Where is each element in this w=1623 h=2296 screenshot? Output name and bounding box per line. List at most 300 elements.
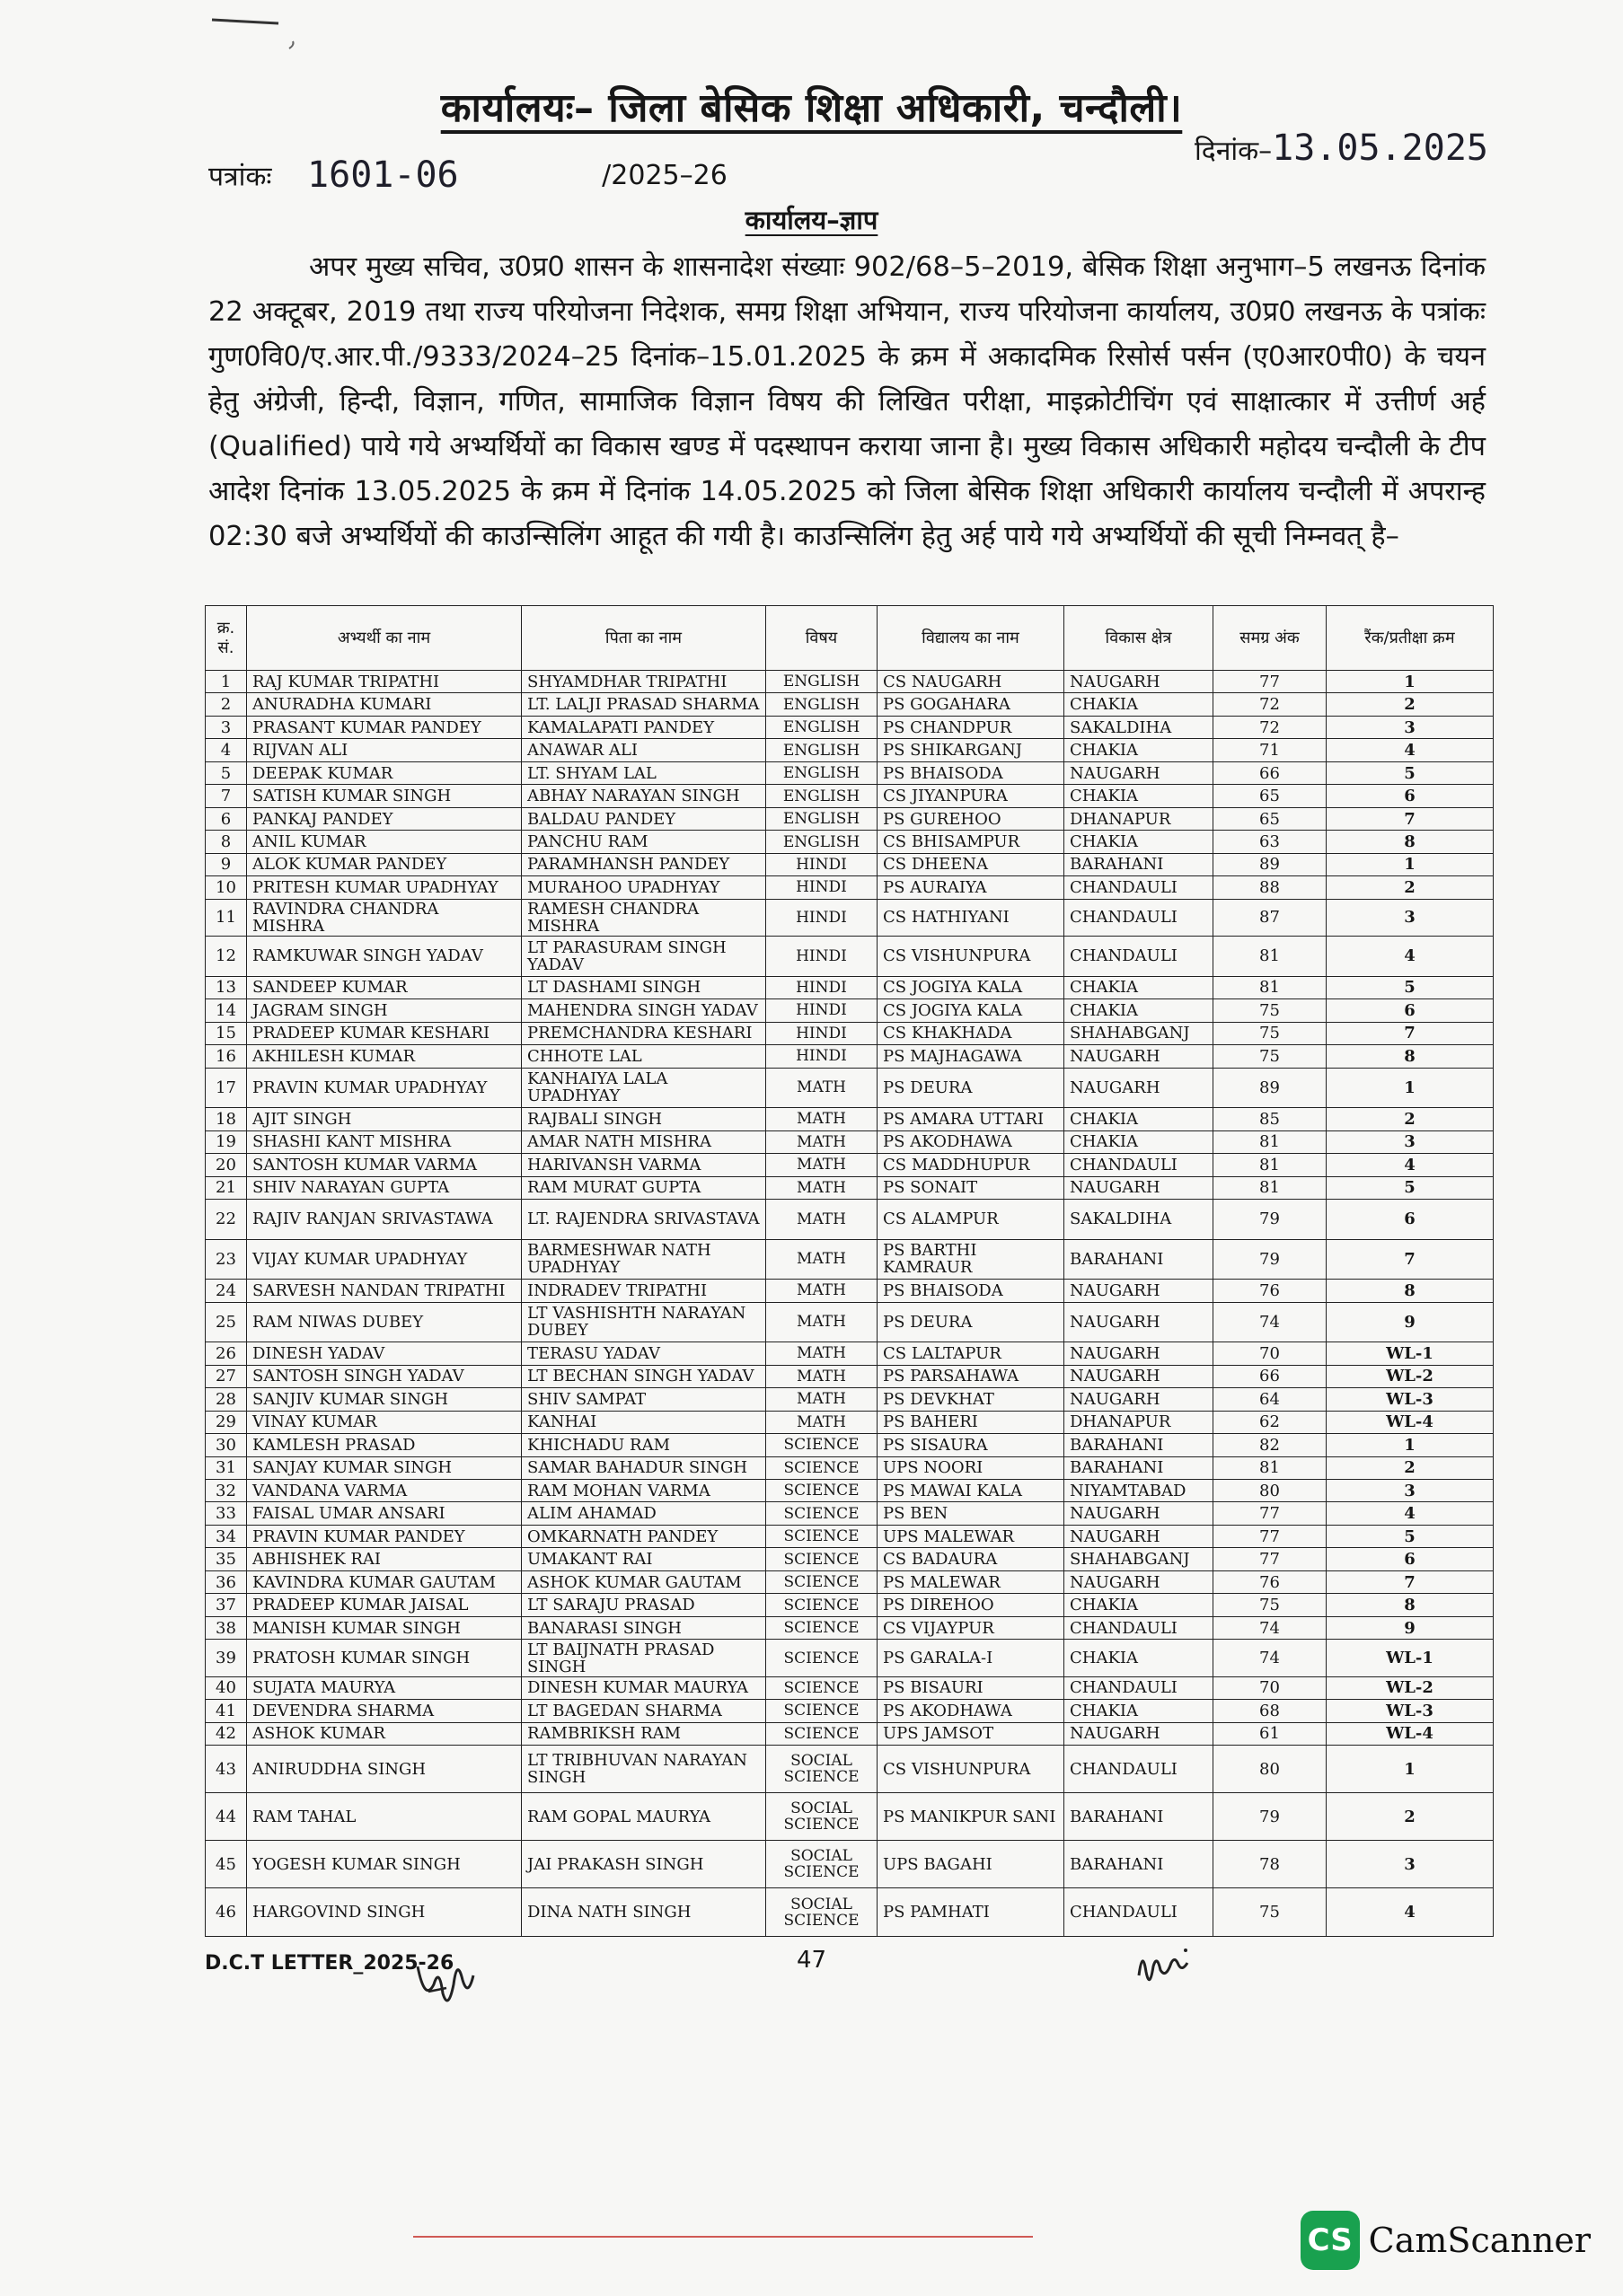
cell-father-name: RAM MOHAN VARMA	[522, 1480, 766, 1502]
cell-subject: SCIENCE	[766, 1548, 878, 1570]
cell-candidate-name: PRAVIN KUMAR UPADHYAY	[247, 1068, 522, 1108]
cell-candidate-name: RAVINDRA CHANDRA MISHRA	[247, 899, 522, 936]
table-row	[206, 999, 1494, 1022]
cell-school-name: PS MALEWAR	[878, 1570, 1064, 1593]
table-row	[206, 807, 1494, 830]
cell-rank: 8	[1327, 831, 1494, 853]
cell-father-name: RAMESH CHANDRA MISHRA	[522, 899, 766, 936]
cell-development-block: SHAHABGANJ	[1064, 1022, 1213, 1044]
cell-subject: SCIENCE	[766, 1502, 878, 1525]
table-row	[206, 671, 1494, 693]
cell-total-marks: 65	[1213, 785, 1327, 807]
page-number: 47	[796, 1947, 827, 1974]
cell-school-name: PS AURAIYA	[878, 876, 1064, 899]
cell-development-block: BARAHANI	[1064, 1434, 1213, 1456]
cell-total-marks: 79	[1213, 1200, 1327, 1240]
cell-candidate-name: AKHILESH KUMAR	[247, 1045, 522, 1068]
cell-rank: 3	[1327, 1841, 1494, 1888]
cell-school-name: PS SHIKARGANJ	[878, 739, 1064, 761]
table-row	[206, 1200, 1494, 1240]
cell-school-name: CS JIYANPURA	[878, 785, 1064, 807]
cell-father-name: LT BAGEDAN SHARMA	[522, 1700, 766, 1722]
header-total-marks: समग्र अंक	[1213, 606, 1327, 671]
cell-rank: 8	[1327, 1594, 1494, 1616]
cell-father-name: LT PARASURAM SINGH YADAV	[522, 937, 766, 977]
cell-school-name: CS ALAMPUR	[878, 1200, 1064, 1240]
table-row	[206, 1676, 1494, 1699]
cell-total-marks: 64	[1213, 1388, 1327, 1411]
cell-rank: 1	[1327, 1746, 1494, 1793]
header-father-name: पिता का नाम	[522, 606, 766, 671]
cell-father-name: BARMESHWAR NATH UPADHYAY	[522, 1239, 766, 1280]
cell-serial: 46	[206, 1888, 247, 1937]
cell-subject: MATH	[766, 1130, 878, 1153]
cell-development-block: NAUGARH	[1064, 1176, 1213, 1199]
cell-development-block: CHANDAULI	[1064, 876, 1213, 899]
table-header-row	[206, 606, 1494, 671]
cell-rank: 4	[1327, 1502, 1494, 1525]
cell-serial: 38	[206, 1616, 247, 1639]
cell-father-name: KAMALAPATI PANDEY	[522, 716, 766, 738]
cell-development-block: NAUGARH	[1064, 1722, 1213, 1745]
cell-total-marks: 87	[1213, 899, 1327, 936]
cell-rank: 1	[1327, 853, 1494, 875]
cell-total-marks: 75	[1213, 1022, 1327, 1044]
cell-rank: 2	[1327, 1456, 1494, 1479]
cell-father-name: TERASU YADAV	[522, 1342, 766, 1365]
table-row	[206, 1616, 1494, 1639]
cell-candidate-name: SANJAY KUMAR SINGH	[247, 1456, 522, 1479]
cell-development-block: NAUGARH	[1064, 1570, 1213, 1593]
cell-development-block: NAUGARH	[1064, 1302, 1213, 1342]
cell-father-name: BANARASI SINGH	[522, 1616, 766, 1639]
cell-school-name: PS BHAISODA	[878, 761, 1064, 784]
cell-father-name: MURAHOO UPADHYAY	[522, 876, 766, 899]
cell-school-name: CS NAUGARH	[878, 671, 1064, 693]
table-row	[206, 1570, 1494, 1593]
table-row	[206, 1176, 1494, 1199]
cell-development-block: CHANDAULI	[1064, 899, 1213, 936]
cell-school-name: PS GUREHOO	[878, 807, 1064, 830]
cell-candidate-name: DEVENDRA SHARMA	[247, 1700, 522, 1722]
cell-serial: 7	[206, 785, 247, 807]
cell-serial: 22	[206, 1200, 247, 1240]
cell-school-name: CS JOGIYA KALA	[878, 976, 1064, 998]
cell-total-marks: 62	[1213, 1411, 1327, 1433]
cell-total-marks: 78	[1213, 1841, 1327, 1888]
cell-subject: SOCIAL SCIENCE	[766, 1746, 878, 1793]
cell-development-block: BARAHANI	[1064, 1793, 1213, 1841]
cell-candidate-name: ANIL KUMAR	[247, 831, 522, 853]
cell-total-marks: 63	[1213, 831, 1327, 853]
table-row	[206, 1365, 1494, 1387]
cell-serial: 43	[206, 1746, 247, 1793]
cell-father-name: LT DASHAMI SINGH	[522, 976, 766, 998]
cell-development-block: DHANAPUR	[1064, 1411, 1213, 1433]
cell-rank: 3	[1327, 1130, 1494, 1153]
date-label: दिनांक–	[1195, 136, 1273, 167]
cell-school-name: PS BARTHI KAMRAUR	[878, 1239, 1064, 1280]
cell-candidate-name: KAVINDRA KUMAR GAUTAM	[247, 1570, 522, 1593]
cell-school-name: UPS NOORI	[878, 1456, 1064, 1479]
cell-subject: MATH	[766, 1200, 878, 1240]
header-school-name: विद्यालय का नाम	[878, 606, 1064, 671]
cell-father-name: LT BECHAN SINGH YADAV	[522, 1365, 766, 1387]
cell-candidate-name: PANKAJ PANDEY	[247, 807, 522, 830]
cell-serial: 25	[206, 1302, 247, 1342]
cell-rank: 1	[1327, 1434, 1494, 1456]
cell-school-name: UPS MALEWAR	[878, 1525, 1064, 1547]
cell-candidate-name: SUJATA MAURYA	[247, 1676, 522, 1699]
table-row	[206, 1594, 1494, 1616]
cell-development-block: CHAKIA	[1064, 1640, 1213, 1676]
cell-candidate-name: VINAY KUMAR	[247, 1411, 522, 1433]
cell-development-block: CHAKIA	[1064, 785, 1213, 807]
table-row	[206, 1722, 1494, 1745]
cell-candidate-name: ANURADHA KUMARI	[247, 693, 522, 716]
table-row	[206, 716, 1494, 738]
cell-subject: ENGLISH	[766, 693, 878, 716]
cell-subject: MATH	[766, 1239, 878, 1280]
cell-serial: 3	[206, 716, 247, 738]
cell-development-block: CHAKIA	[1064, 1594, 1213, 1616]
cell-rank: 6	[1327, 785, 1494, 807]
cell-total-marks: 77	[1213, 1525, 1327, 1547]
cell-total-marks: 72	[1213, 716, 1327, 738]
cell-development-block: CHAKIA	[1064, 739, 1213, 761]
letter-number-suffix: /2025–26	[602, 159, 728, 191]
cell-father-name: KHICHADU RAM	[522, 1434, 766, 1456]
cell-serial: 13	[206, 976, 247, 998]
table-row	[206, 761, 1494, 784]
table-row	[206, 1456, 1494, 1479]
cell-rank: 7	[1327, 1239, 1494, 1280]
body-paragraph: अपर मुख्य सचिव, उ0प्र0 शासन के शासनादेश संख्याः 902/68–5–2019, बेसिक शिक्षा अनुभाग–5 लखनऊ दिनांक 22 अक्टूबर, 2019 तथा राज्य परियोजना निदेशक, समग्र शिक्षा अभियान, राज्य परियोजना कार्यालय, उ0प्र0 लखनऊ के पत्रांकः गुण0वि0/ए.आर.पी./9333/2024–25 दिनांक–15.01.2025 के क्रम में अकादमिक रिसोर्स पर्सन (ए0आर0पी0) के चयन हेतु अंग्रेजी, हिन्दी, विज्ञान, गणित, सामाजिक विज्ञान विषय की लिखित परीक्षा, माइक्रोटीचिंग एवं साक्षात्कार में उत्तीर्ण अर्ह (Qualified) पाये गये अभ्यर्थियों का विकास खण्ड में पदस्थापन कराया जाना है। मुख्य विकास अधिकारी महोदय चन्दौली के टीप आदेश दिनांक 13.05.2025 के क्रम में दिनांक 14.05.2025 को जिला बेसिक शिक्षा अधिकारी कार्यालय चन्दौली में अपरान्ह 02:30 बजे अभ्यर्थियों की काउन्सिलिंग आहूत की गयी है। काउन्सिलिंग हेतु अर्ह पाये गये अभ्यर्थियों की सूची निम्नवत् है–	[208, 251, 1486, 552]
bottom-divider	[413, 2236, 1033, 2238]
cell-total-marks: 77	[1213, 1502, 1327, 1525]
cell-development-block: CHAKIA	[1064, 1130, 1213, 1153]
cell-development-block: NAUGARH	[1064, 1365, 1213, 1387]
cell-school-name: PS SISAURA	[878, 1434, 1064, 1456]
cell-school-name: CS LALTAPUR	[878, 1342, 1064, 1365]
table-row	[206, 1502, 1494, 1525]
cell-development-block: NAUGARH	[1064, 1068, 1213, 1108]
cell-subject: HINDI	[766, 876, 878, 899]
cell-father-name: LT. LALJI PRASAD SHARMA	[522, 693, 766, 716]
cell-father-name: LT SARAJU PRASAD	[522, 1594, 766, 1616]
cell-rank: 4	[1327, 739, 1494, 761]
cell-total-marks: 75	[1213, 1888, 1327, 1937]
cell-school-name: PS BHAISODA	[878, 1280, 1064, 1302]
cell-father-name: RAM GOPAL MAURYA	[522, 1793, 766, 1841]
cell-candidate-name: SHIV NARAYAN GUPTA	[247, 1176, 522, 1199]
cell-serial: 42	[206, 1722, 247, 1745]
cell-serial: 23	[206, 1239, 247, 1280]
cell-father-name: RAMBRIKSH RAM	[522, 1722, 766, 1745]
cell-serial: 27	[206, 1365, 247, 1387]
cell-subject: MATH	[766, 1302, 878, 1342]
header-candidate-name: अभ्यर्थी का नाम	[247, 606, 522, 671]
cell-development-block: NAUGARH	[1064, 671, 1213, 693]
cell-total-marks: 81	[1213, 1130, 1327, 1153]
cell-school-name: CS BADAURA	[878, 1548, 1064, 1570]
cell-development-block: SAKALDIHA	[1064, 716, 1213, 738]
cell-candidate-name: MANISH KUMAR SINGH	[247, 1616, 522, 1639]
cell-subject: SOCIAL SCIENCE	[766, 1841, 878, 1888]
cell-subject: MATH	[766, 1176, 878, 1199]
cell-candidate-name: SANTOSH SINGH YADAV	[247, 1365, 522, 1387]
cell-serial: 24	[206, 1280, 247, 1302]
cell-rank: 1	[1327, 671, 1494, 693]
table-row	[206, 1548, 1494, 1570]
cell-total-marks: 81	[1213, 1456, 1327, 1479]
cell-total-marks: 81	[1213, 937, 1327, 977]
cell-subject: HINDI	[766, 976, 878, 998]
cell-total-marks: 89	[1213, 1068, 1327, 1108]
cell-rank: WL-4	[1327, 1722, 1494, 1745]
table-row	[206, 739, 1494, 761]
table-row	[206, 831, 1494, 853]
cell-school-name: CS VISHUNPURA	[878, 1746, 1064, 1793]
cell-total-marks: 72	[1213, 693, 1327, 716]
cell-rank: 3	[1327, 899, 1494, 936]
cell-total-marks: 66	[1213, 1365, 1327, 1387]
table-row	[206, 976, 1494, 998]
cell-school-name: PS PAMHATI	[878, 1888, 1064, 1937]
cell-father-name: KANHAI	[522, 1411, 766, 1433]
cell-total-marks: 74	[1213, 1616, 1327, 1639]
cell-serial: 12	[206, 937, 247, 977]
cell-rank: 8	[1327, 1280, 1494, 1302]
cell-candidate-name: RAJIV RANJAN SRIVASTAWA	[247, 1200, 522, 1240]
cell-candidate-name: RAM NIWAS DUBEY	[247, 1302, 522, 1342]
cell-total-marks: 77	[1213, 671, 1327, 693]
table-row	[206, 693, 1494, 716]
cell-subject: SCIENCE	[766, 1570, 878, 1593]
cell-father-name: JAI PRAKASH SINGH	[522, 1841, 766, 1888]
cell-rank: 4	[1327, 1888, 1494, 1937]
header-rank: रैंक/प्रतीक्षा क्रम	[1327, 606, 1494, 671]
letter-number	[208, 154, 728, 196]
table-row	[206, 1480, 1494, 1502]
cell-rank: 3	[1327, 716, 1494, 738]
cell-father-name: UMAKANT RAI	[522, 1548, 766, 1570]
cell-school-name: PS SONAIT	[878, 1176, 1064, 1199]
cell-serial: 2	[206, 693, 247, 716]
cell-candidate-name: HARGOVIND SINGH	[247, 1888, 522, 1937]
cell-candidate-name: PRATOSH KUMAR SINGH	[247, 1640, 522, 1676]
cell-serial: 9	[206, 853, 247, 875]
table-row	[206, 1022, 1494, 1044]
cell-total-marks: 85	[1213, 1108, 1327, 1130]
cell-development-block: CHANDAULI	[1064, 1616, 1213, 1639]
cell-candidate-name: SHASHI KANT MISHRA	[247, 1130, 522, 1153]
cell-development-block: NAUGARH	[1064, 1525, 1213, 1547]
cell-candidate-name: RAM TAHAL	[247, 1793, 522, 1841]
cell-rank: 2	[1327, 693, 1494, 716]
cell-school-name: PS BISAURI	[878, 1676, 1064, 1699]
cell-development-block: CHANDAULI	[1064, 1746, 1213, 1793]
cell-candidate-name: RAJ KUMAR TRIPATHI	[247, 671, 522, 693]
cell-subject: SOCIAL SCIENCE	[766, 1793, 878, 1841]
cell-rank: WL-3	[1327, 1388, 1494, 1411]
cell-candidate-name: ANIRUDDHA SINGH	[247, 1746, 522, 1793]
cell-rank: WL-2	[1327, 1676, 1494, 1699]
cell-rank: WL-3	[1327, 1700, 1494, 1722]
camscanner-logo-icon: CS	[1301, 2211, 1360, 2270]
cell-father-name: PREMCHANDRA KESHARI	[522, 1022, 766, 1044]
table-row	[206, 1700, 1494, 1722]
cell-father-name: OMKARNATH PANDEY	[522, 1525, 766, 1547]
table-row	[206, 1388, 1494, 1411]
table-row	[206, 853, 1494, 875]
cell-subject: SCIENCE	[766, 1456, 878, 1479]
cell-serial: 10	[206, 876, 247, 899]
cell-serial: 28	[206, 1388, 247, 1411]
cell-candidate-name: VANDANA VARMA	[247, 1480, 522, 1502]
cell-school-name: PS AKODHAWA	[878, 1700, 1064, 1722]
cell-serial: 21	[206, 1176, 247, 1199]
cell-father-name: SHIV SAMPAT	[522, 1388, 766, 1411]
cell-development-block: CHAKIA	[1064, 831, 1213, 853]
cell-subject: MATH	[766, 1068, 878, 1108]
cell-subject: ENGLISH	[766, 716, 878, 738]
footer-code: D.C.T LETTER_2025-26	[205, 1952, 454, 1975]
cell-subject: HINDI	[766, 937, 878, 977]
cell-serial: 35	[206, 1548, 247, 1570]
table-row	[206, 1045, 1494, 1068]
table-row	[206, 1280, 1494, 1302]
cell-rank: 5	[1327, 976, 1494, 998]
cell-candidate-name: JAGRAM SINGH	[247, 999, 522, 1022]
cell-father-name: ALIM AHAMAD	[522, 1502, 766, 1525]
cell-serial: 1	[206, 671, 247, 693]
cell-total-marks: 79	[1213, 1239, 1327, 1280]
table-body	[206, 671, 1494, 1937]
cell-subject: HINDI	[766, 1045, 878, 1068]
cell-candidate-name: RAMKUWAR SINGH YADAV	[247, 937, 522, 977]
cell-total-marks: 65	[1213, 807, 1327, 830]
cell-rank: 7	[1327, 807, 1494, 830]
cell-subject: SCIENCE	[766, 1525, 878, 1547]
cell-development-block: NAUGARH	[1064, 1280, 1213, 1302]
cell-serial: 15	[206, 1022, 247, 1044]
cell-father-name: LT BAIJNATH PRASAD SINGH	[522, 1640, 766, 1676]
cell-rank: 2	[1327, 1108, 1494, 1130]
table-row	[206, 1302, 1494, 1342]
cell-father-name: KANHAIYA LALA UPADHYAY	[522, 1068, 766, 1108]
cell-school-name: PS DEURA	[878, 1068, 1064, 1108]
cell-rank: WL-1	[1327, 1342, 1494, 1365]
cell-total-marks: 79	[1213, 1793, 1327, 1841]
cell-rank: 9	[1327, 1616, 1494, 1639]
cell-serial: 34	[206, 1525, 247, 1547]
cell-father-name: LT VASHISHTH NARAYAN DUBEY	[522, 1302, 766, 1342]
cell-school-name: PS GOGAHARA	[878, 693, 1064, 716]
date-handwritten: 13.05.2025	[1272, 128, 1488, 169]
cell-serial: 8	[206, 831, 247, 853]
cell-father-name: CHHOTE LAL	[522, 1045, 766, 1068]
letter-date	[1195, 128, 1488, 169]
cell-candidate-name: SARVESH NANDAN TRIPATHI	[247, 1280, 522, 1302]
cell-development-block: CHANDAULI	[1064, 1154, 1213, 1176]
cell-candidate-name: SATISH KUMAR SINGH	[247, 785, 522, 807]
cell-development-block: CHAKIA	[1064, 1700, 1213, 1722]
cell-subject: ENGLISH	[766, 785, 878, 807]
cell-candidate-name: FAISAL UMAR ANSARI	[247, 1502, 522, 1525]
table-row	[206, 1130, 1494, 1153]
table-row	[206, 1342, 1494, 1365]
cell-total-marks: 71	[1213, 739, 1327, 761]
cell-school-name: CS JOGIYA KALA	[878, 999, 1064, 1022]
cell-father-name: LT. SHYAM LAL	[522, 761, 766, 784]
cell-development-block: SAKALDIHA	[1064, 1200, 1213, 1240]
cell-subject: HINDI	[766, 853, 878, 875]
cell-development-block: CHAKIA	[1064, 976, 1213, 998]
cell-development-block: NAUGARH	[1064, 1388, 1213, 1411]
cell-development-block: NIYAMTABAD	[1064, 1480, 1213, 1502]
cell-serial: 6	[206, 807, 247, 830]
cell-candidate-name: KAMLESH PRASAD	[247, 1434, 522, 1456]
cell-development-block: CHAKIA	[1064, 693, 1213, 716]
cell-serial: 31	[206, 1456, 247, 1479]
table-row	[206, 785, 1494, 807]
cell-total-marks: 81	[1213, 976, 1327, 998]
cell-father-name: INDRADEV TRIPATHI	[522, 1280, 766, 1302]
camscanner-text: CamScanner	[1368, 2221, 1591, 2260]
cell-total-marks: 89	[1213, 853, 1327, 875]
cell-father-name: ANAWAR ALI	[522, 739, 766, 761]
cell-serial: 4	[206, 739, 247, 761]
signature-right	[1133, 1940, 1205, 1993]
cell-serial: 41	[206, 1700, 247, 1722]
cell-rank: 7	[1327, 1022, 1494, 1044]
table-row	[206, 1108, 1494, 1130]
cell-total-marks: 70	[1213, 1676, 1327, 1699]
table-row	[206, 937, 1494, 977]
cell-serial: 36	[206, 1570, 247, 1593]
cell-candidate-name: DEEPAK KUMAR	[247, 761, 522, 784]
cell-candidate-name: PRADEEP KUMAR JAISAL	[247, 1594, 522, 1616]
cell-total-marks: 76	[1213, 1570, 1327, 1593]
cell-rank: 4	[1327, 937, 1494, 977]
cell-father-name: SAMAR BAHADUR SINGH	[522, 1456, 766, 1479]
cell-candidate-name: SANDEEP KUMAR	[247, 976, 522, 998]
cell-candidate-name: PRAVIN KUMAR PANDEY	[247, 1525, 522, 1547]
cell-development-block: CHAKIA	[1064, 999, 1213, 1022]
cell-candidate-name: ABHISHEK RAI	[247, 1548, 522, 1570]
cell-rank: 7	[1327, 1570, 1494, 1593]
cell-subject: MATH	[766, 1365, 878, 1387]
cell-subject: SCIENCE	[766, 1676, 878, 1699]
cell-father-name: DINA NATH SINGH	[522, 1888, 766, 1937]
cell-total-marks: 82	[1213, 1434, 1327, 1456]
cell-candidate-name: YOGESH KUMAR SINGH	[247, 1841, 522, 1888]
cell-subject: MATH	[766, 1342, 878, 1365]
cell-serial: 11	[206, 899, 247, 936]
cell-father-name: ASHOK KUMAR GAUTAM	[522, 1570, 766, 1593]
cell-serial: 44	[206, 1793, 247, 1841]
cell-rank: 2	[1327, 876, 1494, 899]
cell-father-name: ABHAY NARAYAN SINGH	[522, 785, 766, 807]
cell-serial: 26	[206, 1342, 247, 1365]
table-row	[206, 1434, 1494, 1456]
table-row	[206, 1841, 1494, 1888]
table-row	[206, 1746, 1494, 1793]
cell-subject: HINDI	[766, 999, 878, 1022]
table-row	[206, 1239, 1494, 1280]
cell-candidate-name: RIJVAN ALI	[247, 739, 522, 761]
